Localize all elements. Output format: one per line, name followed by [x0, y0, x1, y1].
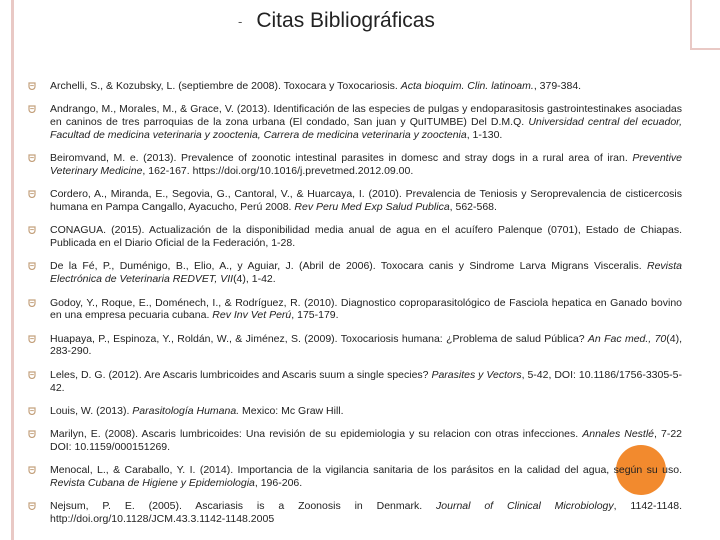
reference-item [28, 405, 682, 418]
reference-item [28, 369, 682, 395]
reference-italic-text: Parasites y Vectors [431, 368, 522, 381]
shield-bullet-icon [28, 105, 36, 113]
reference-text: , 1142-1148. http://doi.org/10.1128/JCM.43.3.1142-1148.2005 [50, 500, 682, 526]
reference-item [28, 500, 682, 526]
reference-text: (4), 1-42. [233, 273, 276, 286]
reference-text: , 7-22 DOI: 10.1159/000151269. [50, 428, 682, 453]
shield-bullet-icon [28, 502, 36, 510]
reference-item [28, 428, 682, 454]
reference-italic-text: Rev Peru Med Exp Salud Publica [294, 201, 450, 214]
shield-bullet-icon [28, 407, 36, 415]
reference-italic-text: Universidad central del ecuador, Facultad de medicina veterinaria y zooctenia, Carrera de medicina veterinaria y zooctenia [50, 116, 682, 141]
shield-bullet-icon [28, 466, 36, 474]
shield-bullet-icon [28, 190, 36, 198]
reference-text: , 562-568. [449, 201, 497, 214]
reference-text: , 196-206. [254, 477, 303, 490]
reference-text: Godoy, Y., Roque, E., Doménech, I., & Rodríguez, R. (2010). Diagnostico coproparasitológico de Fasciola hepatica en Ganado bovino en una empresa pecuaria cubana. [50, 296, 682, 322]
page-title: Citas Bibliográficas [256, 9, 435, 32]
shield-bullet-icon [28, 82, 36, 90]
reference-text: Andrango, M., Morales, M., & Grace, V. (2013). Identificación de las especies de pulgas y endoparasitosis gastrointestinakes asociadas en caninos de tres parroquias de la zona urbana (El condado, San juan y QuITUMBE) Del D.M.Q. [50, 103, 682, 129]
title-dash: - [238, 13, 243, 29]
reference-item [28, 188, 682, 214]
shield-bullet-icon [28, 335, 36, 343]
shield-bullet-icon [28, 226, 36, 234]
page-header [238, 8, 435, 34]
shield-bullet-icon [28, 299, 36, 307]
reference-text: Archelli, S., & Kozubsky, L. (septiembre de 2008). Toxocara y Toxocariosis. [50, 80, 401, 92]
reference-italic-text: Journal of Clinical Microbiology [436, 500, 614, 513]
reference-italic-text: Rev Inv Vet Perú [212, 309, 292, 322]
reference-text: Marilyn, E. (2008). Ascaris lumbricoides: Una revisión de su epidemiologia y su relacion con otras infecciones. [50, 428, 583, 441]
reference-italic-text: Preventive Veterinary Medicine [50, 152, 682, 177]
reference-text: (4), 283-290. [50, 332, 682, 358]
reference-text: Louis, W. (2013). [50, 404, 133, 417]
reference-text: Nejsum, P. E. (2005). Ascariasis is a Zoonosis in Denmark. [50, 500, 437, 513]
shield-bullet-icon [28, 371, 36, 379]
reference-item [28, 333, 682, 359]
reference-text: , 1-130. [466, 128, 503, 141]
reference-text: Leles, D. G. (2012). Are Ascaris lumbricoides and Ascaris suum a single species? [50, 368, 432, 381]
reference-list [28, 80, 682, 536]
corner-border-decoration [690, 0, 720, 50]
reference-text: Cordero, A., Miranda, E., Segovia, G., Cantoral, V., & Huarcaya, I. (2010). Prevalencia de Teniosis y Seroprevalencia de cisticercosis humana en Pampa Cangallo, Ayacucho, Perú 2008. [50, 188, 682, 214]
reference-text: Menocal, L., & Caraballo, Y. I. (2014). Importancia de la vigilancia sanitaria de los parásitos en la calidad del agua, según su uso. [50, 464, 682, 477]
reference-text: Beiromvand, M. e. (2013). Prevalence of zoonotic intestinal parasites in domesc and stray dogs in a rural area of iran. [50, 152, 633, 165]
reference-text: Mexico: Mc Graw Hill. [239, 404, 344, 417]
reference-item [28, 260, 682, 286]
reference-item [28, 152, 682, 178]
shield-bullet-icon [28, 430, 36, 438]
reference-italic-text: Parasitología Humana. [132, 404, 240, 417]
shield-bullet-icon [28, 154, 36, 162]
reference-text: , 379-384. [533, 80, 582, 92]
reference-italic-text: An Fac med., 70 [587, 332, 667, 345]
left-border-decoration [11, 0, 14, 540]
reference-text: , 162-167. https://doi.org/10.1016/j.prevetmed.2012.09.00. [142, 164, 414, 177]
reference-italic-text: Annales Nestlé [582, 428, 655, 441]
reference-item [28, 464, 682, 490]
reference-italic-text: Revista Electrónica de Veterinaria REDVET, VII [50, 260, 682, 286]
reference-italic-text: Acta bioquim. Clin. latinoam. [400, 80, 534, 92]
reference-item [28, 80, 682, 93]
reference-text: De la Fé, P., Duménigo, B., Elio, A., y Aguiar, J. (Abril de 2006). Toxocara canis y Sindrome Larva Migrans Visceralis. [50, 260, 647, 273]
reference-text: CONAGUA. (2015). Actualización de la disponibilidad media anual de agua en el acuífero Palenque (0701), Estado de Chiapas. Publicada en el Diario Oficial de la Federación, 1-28. [50, 224, 682, 250]
reference-italic-text: Revista Cubana de Higiene y Epidemiologia [50, 477, 255, 490]
reference-text: Huapaya, P., Espinoza, Y., Roldán, W., & Jiménez, S. (2009). Toxocariosis humana: ¿Problema de salud Pública? [50, 332, 588, 345]
reference-item [28, 103, 682, 141]
reference-item [28, 224, 682, 250]
reference-text: , 5-42, DOI: 10.1186/1756-3305-5-42. [50, 368, 683, 394]
shield-bullet-icon [28, 262, 36, 270]
reference-item [28, 297, 682, 323]
reference-text: , 175-179. [291, 309, 339, 322]
